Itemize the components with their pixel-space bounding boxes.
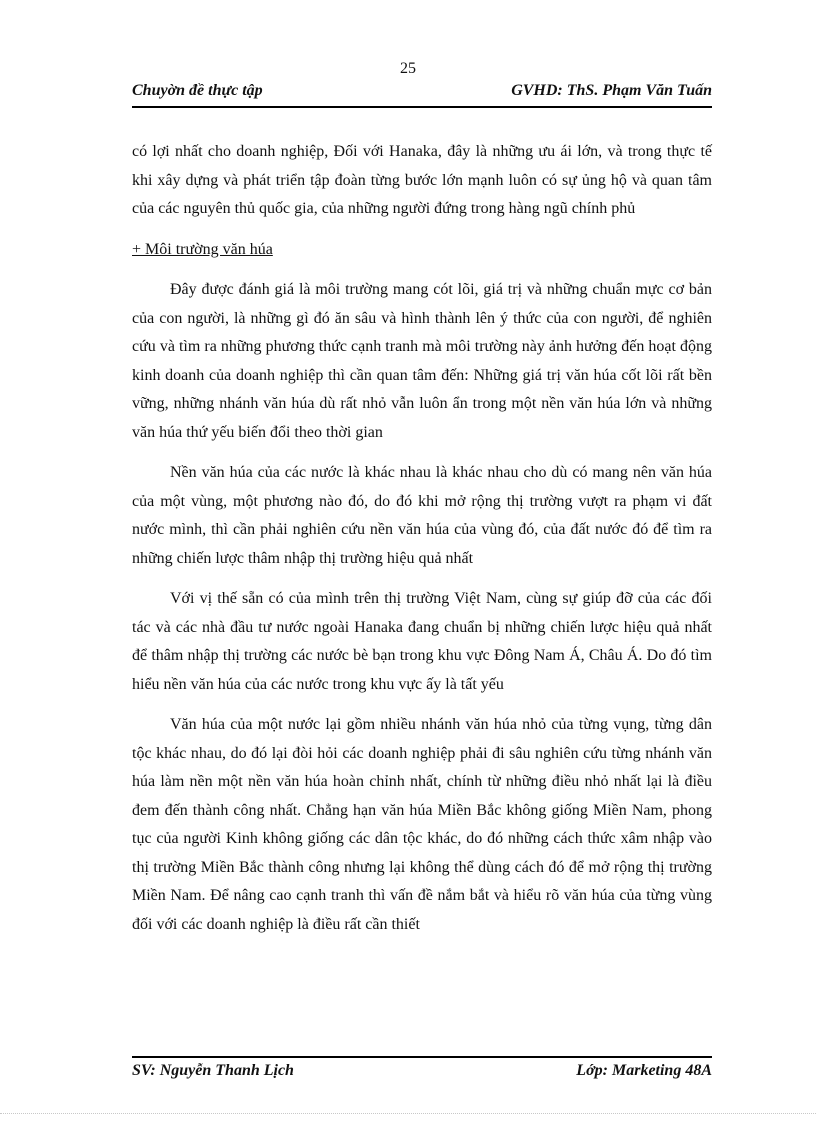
page-number: 25 bbox=[400, 60, 416, 77]
paragraph-continuation: có lợi nhất cho doanh nghiệp, Đối với Hanaka, đây là những ưu ái lớn, và trong thực tế khi xây dựng và phát triển tập đoàn từng bước lớn mạnh luôn có sự ủng hộ và quan tâm của các nguyên thủ quốc gia, của những người đứng trong hàng ngũ chính phủ bbox=[132, 143, 712, 217]
paragraph: Văn húa của một nước lại gồm nhiều nhánh văn húa nhỏ của từng vụng, từng dân tộc khác nhau, do đó lại đòi hỏi các doanh nghiệp phải đi sâu nghiên cứu từng nhánh văn húa làm nền một nền văn húa hoàn chỉnh nhất, chính từ những điều nhỏ nhất lại là điều đem đến thành công nhất. Chẳng hạn văn húa Miền Bắc không giống Miền Nam, phong tục của người Kinh không giống các dân tộc khác, do đó những cách thức xâm nhập vào thị trường Miền Bắc thành công nhưng lại không thể dùng cách đó để mở rộng thị trường Miền Nam. Để nâng cao cạnh tranh thì vấn đề nắm bắt và hiểu rõ văn húa của từng vùng đối với các doanh nghiệp là điều rất cần thiết bbox=[132, 716, 712, 933]
paragraph: Nền văn húa của các nước là khác nhau là khác nhau cho dù có mang nên văn húa của một vùng, một phương nào đó, do đó khi mở rộng thị trường vượt ra phạm vi đất nước mình, thì cần phải nghiên cứu nền văn húa của vùng đó, của đất nước đó để tìm ra những chiến lược thâm nhập thị trường hiệu quả nhất bbox=[132, 464, 712, 567]
page-header bbox=[132, 82, 712, 108]
paragraph: Đây được đánh giá là môi trường mang cót lõi, giá trị và những chuẩn mực cơ bản của con người, là những gì đó ăn sâu và hình thành lên ý thức của con người, để nghiên cứu và tìm ra những phương thức cạnh tranh mà môi trường này ảnh hưởng đến hoạt động kinh doanh của doanh nghiệp thì cần quan tâm đến: Những giá trị văn húa cốt lõi rất bền vững, những nhánh văn húa dù rất nhỏ vẫn luôn ẩn trong một nền văn húa lớn và những văn húa thứ yếu biến đổi theo thời gian bbox=[132, 281, 712, 441]
page-footer bbox=[132, 1056, 712, 1084]
paragraph: Với vị thế sẵn có của mình trên thị trường Việt Nam, cùng sự giúp đỡ của các đối tác và các nhà đầu tư nước ngoài Hanaka đang chuẩn bị những chiến lược hiệu quả nhất để thâm nhập thị trường các nước bè bạn trong khu vực Đông Nam Á, Châu Á. Do đó tìm hiểu nền văn húa của các nước trong khu vực ấy là tất yếu bbox=[132, 590, 712, 693]
header-document-type: Chuyờn đề thực tập bbox=[132, 82, 263, 99]
page-edge-divider bbox=[0, 1113, 816, 1114]
header-advisor: GVHD: ThS. Phạm Văn Tuấn bbox=[511, 82, 712, 99]
footer-student: SV: Nguyễn Thanh Lịch bbox=[132, 1062, 294, 1079]
section-subheading: + Môi trường văn húa bbox=[132, 240, 273, 258]
page-body bbox=[132, 138, 712, 951]
footer-class: Lớp: Marketing 48A bbox=[576, 1062, 712, 1079]
